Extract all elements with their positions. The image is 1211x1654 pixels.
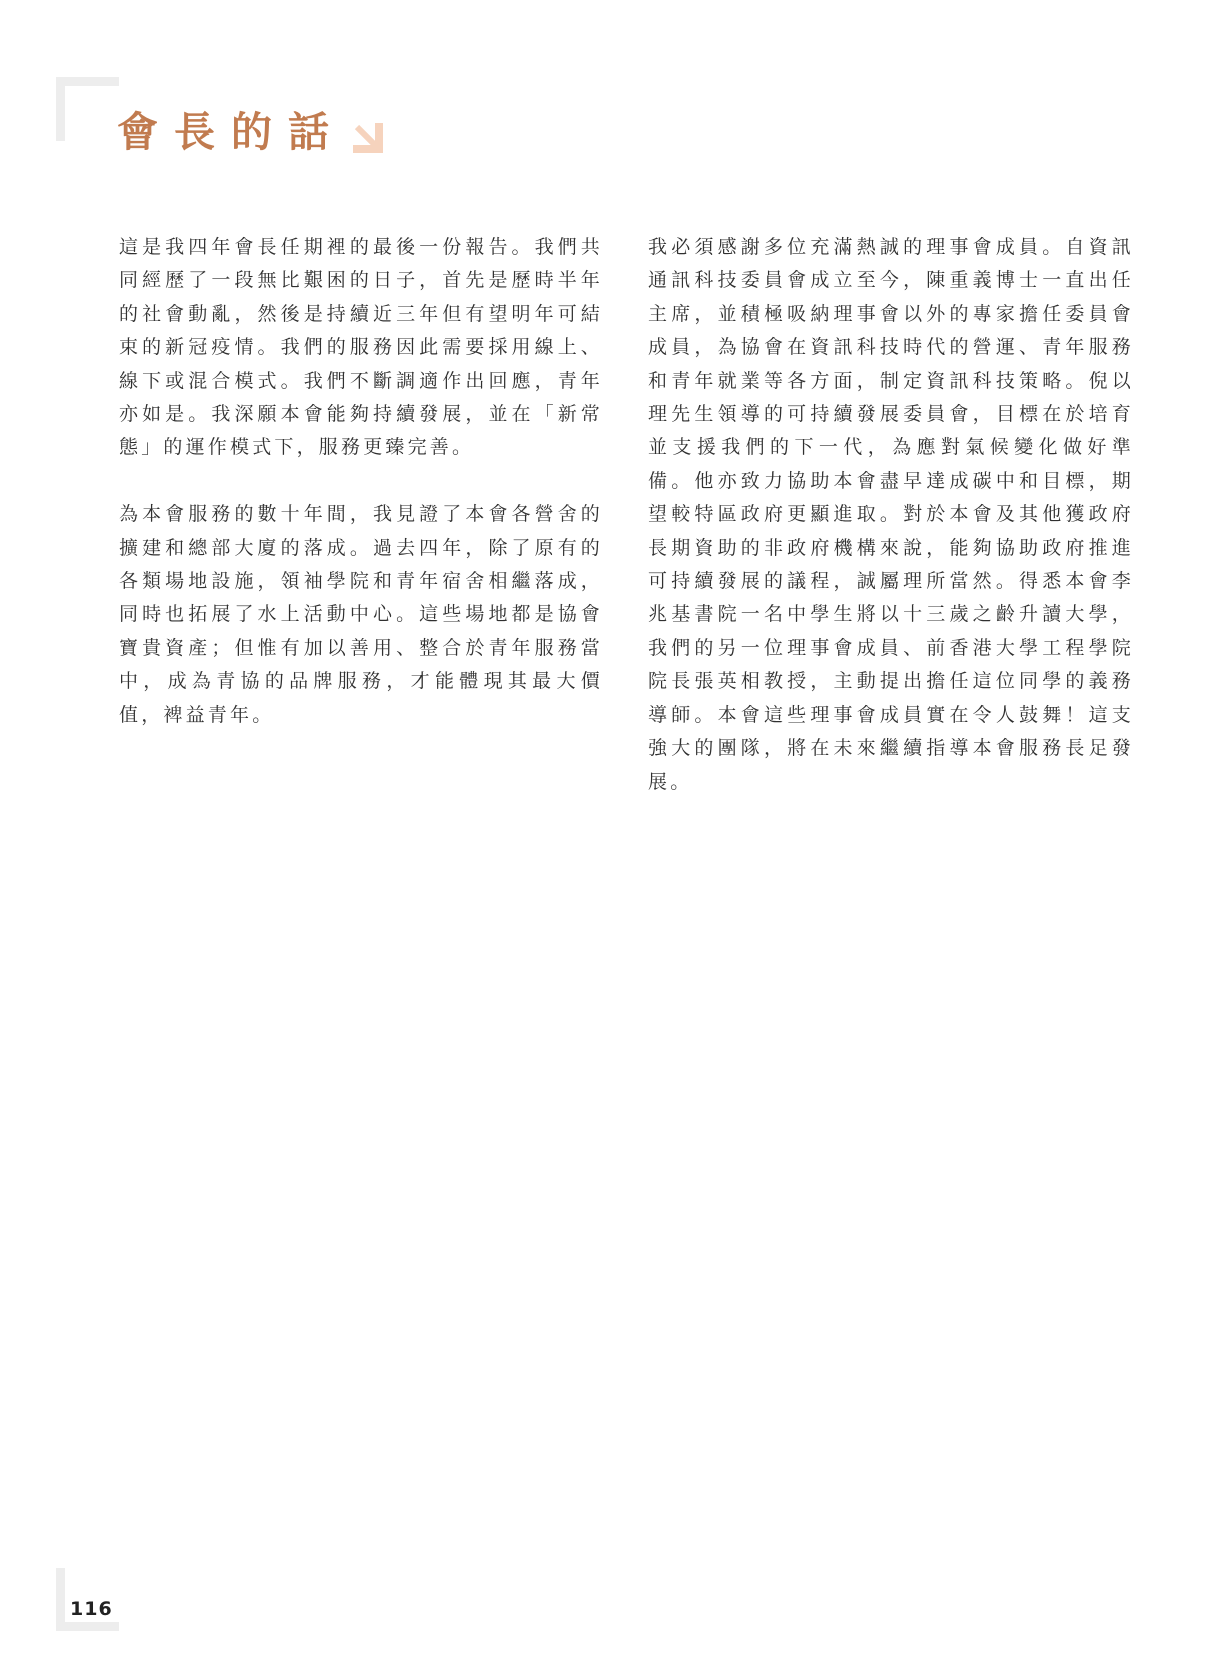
right-column	[648, 231, 1134, 832]
paragraph: 我必須感謝多位充滿熱誠的理事會成員。自資訊通訊科技委員會成立至今，陳重義博士一直出任主席，並積極吸納理事會以外的專家擔任委員會成員，為協會在資訊科技時代的營運、青年服務和青年就業等各方面，制定資訊科技策略。倪以理先生領導的可持續發展委員會，目標在於培育並支援我們的下一代，為應對氣候變化做好準備。他亦致力協助本會盡早達成碳中和目標，期望較特區政府更顯進取。對於本會及其他獲政府長期資助的非政府機構來說，能夠協助政府推進可持續發展的議程，誠屬理所當然。得悉本會李兆基書院一名中學生將以十三歲之齡升讀大學，我們的另一位理事會成員、前香港大學工程學院院長張英相教授，主動提出擔任這位同學的義務導師。本會這些理事會成員實在令人鼓舞！這支強大的團隊，將在未來繼續指導本會服務長足發展。	[648, 236, 1134, 793]
arrow-down-right-icon	[349, 119, 387, 157]
page-number: 116	[70, 1598, 113, 1620]
header	[117, 104, 387, 160]
paragraph: 為本會服務的數十年間，我見證了本會各營舍的擴建和總部大廈的落成。過去四年，除了原有的各類場地設施，領袖學院和青年宿舍相繼落成，同時也拓展了水上活動中心。這些場地都是協會寶貴資產；但惟有加以善用、整合於青年服務當中，成為青協的品牌服務，才能體現其最大價值，裨益青年。	[119, 503, 603, 726]
corner-bracket-top	[56, 77, 119, 141]
page-title: 會長的話	[117, 108, 345, 156]
paragraph: 這是我四年會長任期裡的最後一份報告。我們共同經歷了一段無比艱困的日子，首先是歷時半年的社會動亂，然後是持續近三年但有望明年可結束的新冠疫情。我們的服務因此需要採用線上、線下或混合模式。我們不斷調適作出回應，青年亦如是。我深願本會能夠持續發展，並在「新常態」的運作模式下，服務更臻完善。	[119, 236, 603, 459]
left-column	[119, 231, 603, 765]
